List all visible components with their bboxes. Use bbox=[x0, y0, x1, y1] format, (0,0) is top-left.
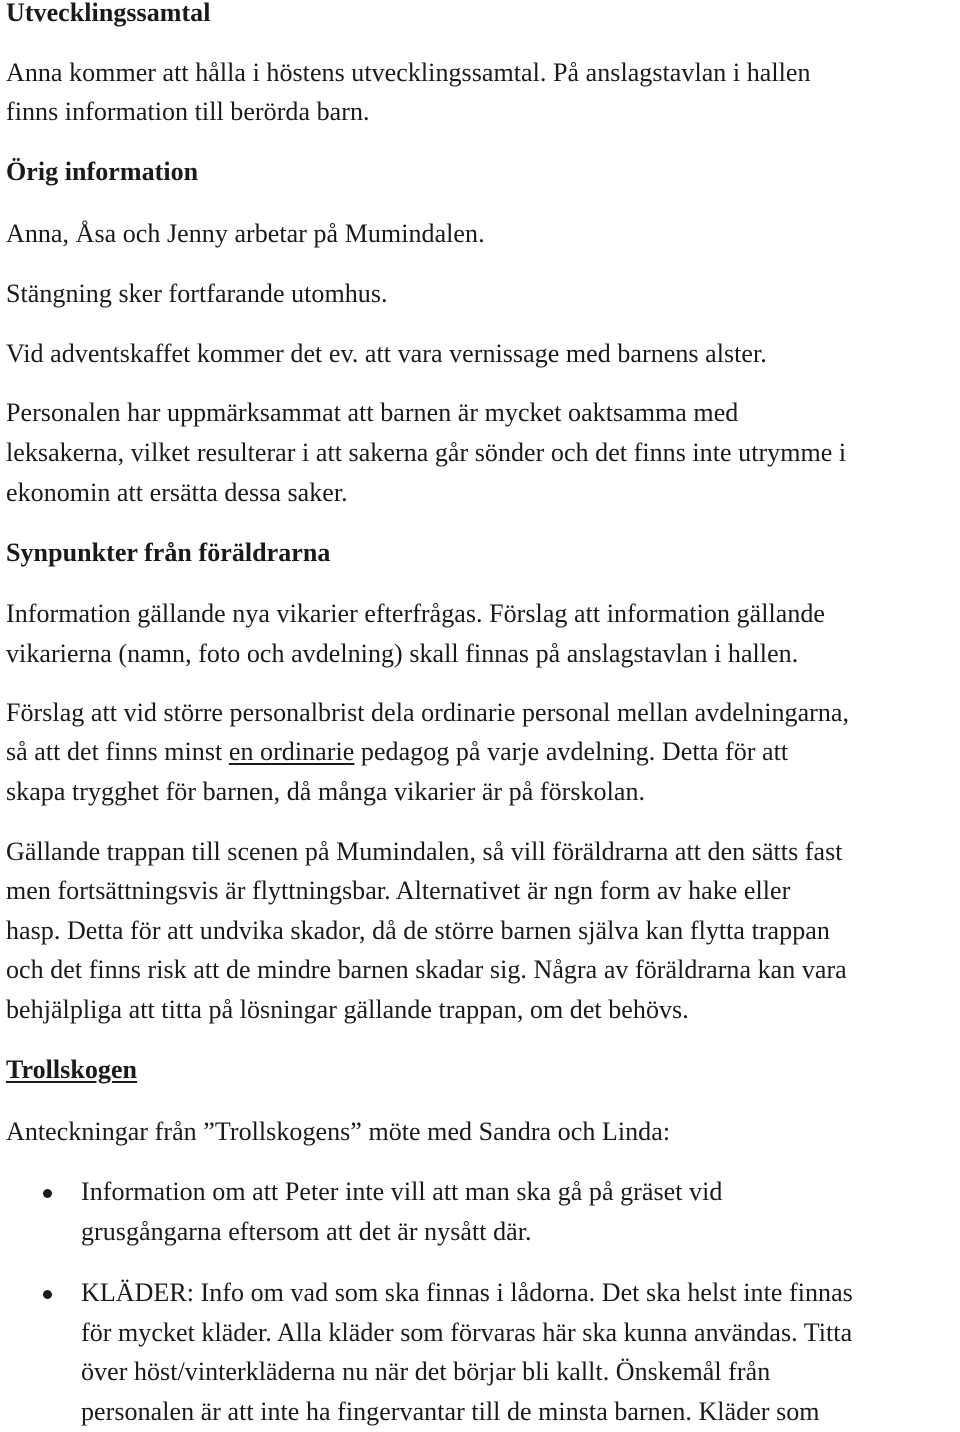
list-item-line: grusgångarna eftersom att det är nysått där. bbox=[81, 1217, 532, 1246]
paragraph-line: och det finns risk att de mindre barnen skadar sig. Några av föräldrarna kan vara bbox=[6, 955, 847, 984]
paragraph-line: Förslag att vid större personalbrist dela ordinarie personal mellan avdelningarna, bbox=[6, 698, 850, 727]
list-item-line: KLÄDER: Info om vad som ska finnas i lådorna. Det ska helst inte finnas bbox=[81, 1278, 853, 1307]
paragraph-line: leksakerna, vilket resulterar i att sakerna går sönder och det finns inte utrymme i bbox=[6, 438, 847, 467]
paragraph-line: hasp. Detta för att undvika skador, då de större barnen själva kan flytta trappan bbox=[6, 916, 830, 945]
heading-trollskogen: Trollskogen bbox=[6, 1055, 138, 1084]
list-item-line: över höst/vinterkläderna nu när det börjar bli kallt. Önskemål från bbox=[81, 1357, 771, 1386]
paragraph-line: vikarierna (namn, foto och avdelning) skall finnas på anslagstavlan i hallen. bbox=[6, 639, 799, 668]
text-run: så att det finns minst bbox=[6, 737, 229, 766]
paragraph-line-with-underline bbox=[6, 736, 788, 768]
paragraph-line: behjälpliga att titta på lösningar gällande trappan, om det behövs. bbox=[6, 995, 689, 1024]
list-item-line: för mycket kläder. Alla kläder som förvaras här ska kunna användas. Titta bbox=[81, 1318, 853, 1347]
paragraph-line: Stängning sker fortfarande utomhus. bbox=[6, 279, 388, 308]
list-item-line: Information om att Peter inte vill att man ska gå på gräset vid bbox=[81, 1177, 723, 1206]
text-run: pedagog på varje avdelning. Detta för att bbox=[354, 737, 789, 766]
bullet-dot bbox=[43, 1290, 52, 1299]
paragraph-line: Personalen har uppmärksammat att barnen är mycket oaktsamma med bbox=[6, 398, 739, 427]
paragraph-line: Anna kommer att hålla i höstens utvecklingssamtal. På anslagstavlan i hallen bbox=[6, 58, 811, 87]
paragraph-line: finns information till berörda barn. bbox=[6, 97, 370, 126]
heading-synpunkter: Synpunkter från föräldrarna bbox=[6, 538, 331, 567]
paragraph-line: skapa trygghet för barnen, då många vikarier är på förskolan. bbox=[6, 777, 646, 806]
intro-line: Anteckningar från ”Trollskogens” möte med Sandra och Linda: bbox=[6, 1117, 671, 1146]
heading-ovrig-information: Örig information bbox=[6, 157, 199, 186]
paragraph-line: Information gällande nya vikarier efterfrågas. Förslag att information gällande bbox=[6, 599, 826, 628]
paragraph-line: Anna, Åsa och Jenny arbetar på Mumindalen. bbox=[6, 219, 485, 248]
list-item-line: personalen är att inte ha fingervantar till de minsta barnen. Kläder som bbox=[81, 1397, 820, 1426]
paragraph-line: ekonomin att ersätta dessa saker. bbox=[6, 478, 348, 507]
paragraph-line: men fortsättningsvis är flyttningsbar. Alternativet är ngn form av hake eller bbox=[6, 876, 791, 905]
paragraph-line: Gällande trappan till scenen på Mumindalen, så vill föräldrarna att den sätts fast bbox=[6, 837, 843, 866]
underlined-text: en ordinarie bbox=[228, 737, 355, 766]
paragraph-line: Vid adventskaffet kommer det ev. att vara vernissage med barnens alster. bbox=[6, 339, 767, 368]
heading-utvecklingssamtal: Utvecklingssamtal bbox=[6, 0, 211, 27]
bullet-dot bbox=[43, 1189, 52, 1198]
